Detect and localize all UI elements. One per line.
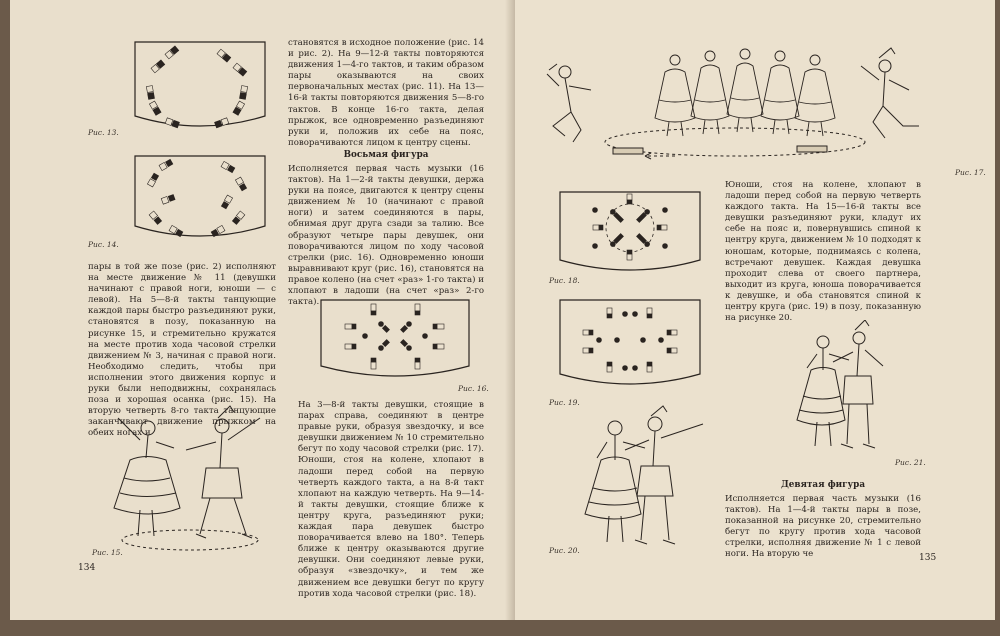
figure-19-diagram: [555, 296, 705, 396]
figure-16-diagram: [315, 296, 475, 386]
left-page: [10, 0, 515, 620]
caption-fig19: Рис. 19.: [549, 398, 580, 407]
open-book: [10, 0, 995, 620]
eighth-figure-text: Исполняется первая часть музыки (16 тактов). На 1—2-й такты девушки, держа руки на поясе, двигаются к центру сцены движением № 10 (начинают с правой ноги) и затем соединяются в пары, обнимая друг друга сзади за талию. Все образуют четыре пары девушек, они поворачиваются лицом по ходу часовой стрелки (рис. 16). Одновременно юноши выравнивают круг (рис. 16), становятся на правое колено (на счет «раз» 1-го такта) и хлопают в ладоши (на счет «раз» 2-го такта).: [288, 164, 484, 308]
left-page-top-text: становятся в исходное положение (рис. 14 и рис. 2). На 9—12-й такты повторяются движения 1—4-го тактов, и таким образом пары оказываются на своих первоначальных местах (рис. 11). На 13—16-й такты повторяются движения 5—8-го тактов. В конце 16-го такта, делая прыжок, все одновременно разъединяют руки и, положив их себе на пояс, поворачиваются лицом к центру сцены.: [288, 38, 484, 148]
heading-ninth-figure: Девятая фигура: [780, 480, 866, 490]
left-page-col1-text: пары в той же позе (рис. 2) исполняют на месте движение № 11 (девушки начинают с правой ноги, юноши — с левой). На 5—8-й такты танцующие каждой пары быстро разъединяют руки, становятся в позу, показанную на рисунке 15, и стремительно кружатся на месте против хода часовой стрелки движением № 3, начиная с правой ноги. Необходимо следить, чтобы при исполнении этого движения корпус и руки были неподвижны, сохранялась поза и хорошая осанка (рис. 15). На вторую четверть 8-го такта танцующие заканчивают движение прыжком на обеих ногах и: [88, 262, 276, 439]
right-page-col-text: Юноши, стоя на колене, хлопают в ладоши перед собой на первую четверть каждого такта. На 15—16-й такты все девушки разъединяют руки, кладут их себе на пояс и, повернувшись спиной к центру круга, движением № 10 подходят к юношам, которые, поднимаясь с колена, встречают девушек. Каждая девушка проходит слева от своего партнера, выходит из круга, юноша поворачивается к девушке, и оба становятся спиной к центру круга (рис. 19) в позу, показанную на рисунке 20.: [725, 180, 921, 324]
caption-fig17: Рис. 17.: [955, 168, 986, 177]
caption-fig21: Рис. 21.: [895, 458, 926, 467]
figure-15-dancers-illustration: [100, 398, 280, 558]
figure-20-dancers-illustration: [575, 404, 715, 554]
figure-17-dancers-illustration: [535, 30, 935, 170]
figure-18-diagram: [555, 188, 705, 280]
caption-fig13: Рис. 13.: [88, 128, 119, 137]
heading-eighth-figure: Восьмая фигура: [343, 150, 429, 160]
left-page-col2-text: На 3—8-й такты девушки, стоящие в парах справа, соединяют в центре правые руки, образуя звездочку, и все девушки движением № 10 стремительно бегут по ходу часовой стрелки (рис. 17). Юноши, стоя на колене, хлопают в ладоши перед собой на первую четверть каждого такта, а на 8-й такт хлопают на каждую четверть. На 9—14-й такты девушки, стоящие ближе к центру круга, разъединяют руки; каждая пара девушек быстро поворачивается влево на 180°. Теперь ближе к центру оказываются другие девушки. Они соединяют левые руки, образуя «звездочку», и тем же движением все девушки бегут по кругу против хода часовой стрелки (рис. 18).: [298, 400, 484, 599]
caption-fig15: Рис. 15.: [92, 548, 123, 557]
right-page: [515, 0, 995, 620]
page-number-left: 134: [78, 563, 96, 573]
caption-fig16: Рис. 16.: [458, 384, 489, 393]
ninth-figure-text: Исполняется первая часть музыки (16 тактов). На 1—4-й такты пары в позе, показанной на рисунке 20, стремительно бегут по кругу против хода часовой стрелки, исполняя движение № 1 с левой ноги. На вторую че: [725, 494, 921, 560]
figure-14-diagram: [130, 152, 270, 252]
caption-fig14: Рис. 14.: [88, 240, 119, 249]
caption-fig20: Рис. 20.: [549, 546, 580, 555]
page-number-right: 135: [919, 553, 937, 563]
figure-21-dancers-illustration: [783, 320, 903, 460]
figure-13-diagram: [130, 38, 270, 143]
caption-fig18: Рис. 18.: [549, 276, 580, 285]
